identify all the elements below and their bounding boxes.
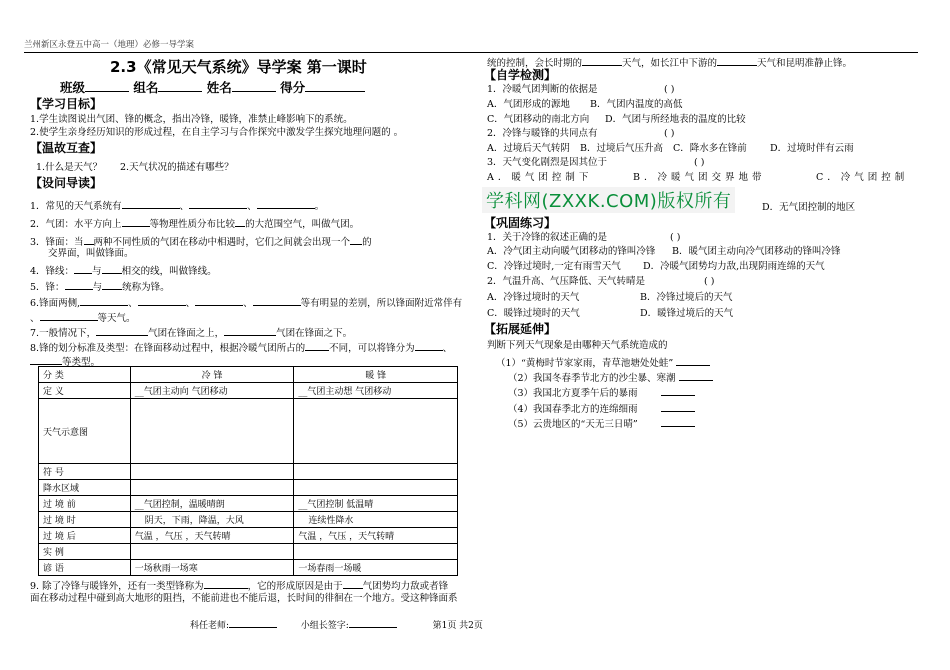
option[interactable]: D．过境时伴有云雨 (770, 143, 854, 154)
goals-heading: 【学习目标】 (30, 97, 103, 111)
page-header: 兰州新区永登五中高一（地理）必修一导学案 (24, 40, 195, 50)
table-row: 谚 语 一场秋雨一场寒 一场春雨一场暖 (39, 560, 458, 576)
review-heading: 【温故互查】 (30, 141, 103, 155)
table-row: 定 义 __气团主动向 气团移动 __气团主动想 气团移动 (39, 383, 458, 399)
option[interactable]: A．冷气团主动向暖气团移动的锋叫冷锋 (487, 246, 656, 257)
review-question: 2.天气状况的描述有哪些？ (120, 162, 234, 173)
extend-intro: 判断下列天气现象是由哪种天气系统造成的 (487, 340, 668, 351)
leader-field[interactable] (349, 617, 397, 628)
option[interactable]: B．冷锋过境后的天气 (640, 292, 733, 303)
extend-item: （2）我国冬春季节北方的沙尘暴、寒潮 (508, 370, 713, 384)
name-label: 姓名 (206, 80, 232, 95)
table-row: 天气示意图 (39, 399, 458, 464)
table-header-row (39, 367, 458, 383)
review-question: 1.什么是天气？ (36, 162, 103, 173)
front-comparison-table (38, 366, 458, 576)
option[interactable]: A．过境后天气转阴 (487, 143, 570, 154)
answer-paren[interactable]: ( ) (694, 157, 705, 168)
guide-line-4: 4．锋线： 与 相交的线，叫做锋线。 (30, 263, 217, 277)
table-header: 分 类 (39, 367, 131, 383)
option[interactable]: A．暖气团控制下 (487, 172, 593, 183)
consolidate-q1: 1．关于冷锋的叙述正确的是 (487, 232, 608, 243)
class-field[interactable] (85, 81, 129, 92)
table-header: 暖 锋 (294, 367, 458, 383)
footer (190, 617, 483, 632)
option[interactable]: B．过境后气压升高 (580, 143, 663, 154)
table-row: 符 号 (39, 464, 458, 480)
option[interactable]: C．冷气团控制 (816, 172, 909, 183)
option[interactable]: D．无气团控制的地区 (762, 202, 856, 213)
goal-item: 1.学生读图说出气团、锋的概念，指出冷锋，暖锋，准禁止峰影响下的系统。 (30, 114, 353, 125)
header-rule (24, 52, 918, 53)
guide-heading: 【设问导读】 (30, 176, 103, 190)
p9-line-1: 9. 除了冷锋与暖锋外，还有一类型锋称为 ，它的形成原因是由于 气团势均力敌或者锋 (30, 578, 448, 592)
option[interactable]: C．气团移动的南北方向 (487, 114, 590, 125)
table-row: 降水区域 (39, 480, 458, 496)
table-cell: __气团主动想 气团移动 (294, 383, 458, 399)
guide-line-6: 6.锋面两侧, 、 、 、 等有明显的差别，所以锋面附近常伴有 (30, 295, 462, 309)
guide-line-3b: 交界面，叫做锋面。 (48, 248, 134, 259)
option[interactable]: D．冷暖气团势均力敌,出现阴雨连绵的天气 (643, 261, 825, 272)
guide-line-1: 1．常见的天气系统有 、 、 。 (30, 198, 324, 212)
consolidate-q2: 2．气温升高、气压降低、天气转晴是 (487, 276, 646, 287)
option[interactable]: D．气团与所经地表的温度的比较 (605, 114, 746, 125)
teacher-field[interactable] (229, 617, 277, 628)
guide-line-5: 5．锋： 与 统称为锋。 (30, 279, 170, 293)
answer-paren[interactable]: ( ) (664, 84, 675, 95)
answer-paren[interactable]: ( ) (704, 276, 715, 287)
selftest-heading: 【自学检测】 (484, 68, 557, 82)
watermark: 学科网(ZXXK.COM)版权所有 (482, 187, 735, 213)
table-header: 冷 锋 (130, 367, 294, 383)
extend-heading: 【拓展延伸】 (484, 322, 557, 336)
group-label: 组名 (133, 80, 159, 95)
extend-item: （5）云贵地区的“天无三日晴” (508, 416, 695, 430)
selftest-q2: 2．冷锋与暖锋的共同点有 (487, 128, 598, 139)
group-field[interactable] (158, 81, 202, 92)
option[interactable]: B．气团内温度的高低 (590, 99, 683, 110)
table-row: 过 境 前 __气团控制，温暖晴朗 __气团控制 低温晴 (39, 496, 458, 512)
table-row: 实 例 (39, 544, 458, 560)
teacher-label: 科任老师: (190, 621, 230, 631)
guide-line-2: 2．气团：水平方向上 等物理性质分布比较 的大范围空气，叫做气团。 (30, 216, 359, 230)
selftest-q1: 1．冷暖气团判断的依据是 (487, 84, 598, 95)
class-label: 班级 (60, 80, 86, 95)
table-row: 过 境 时 阴天，下雨，降温，大风 连续性降水 (39, 512, 458, 528)
option[interactable]: A．气团形成的源地 (487, 99, 570, 110)
selftest-q3: 3．天气变化剧烈是因其位于 (487, 157, 608, 168)
student-info-line (60, 80, 365, 95)
table-cell[interactable] (294, 399, 458, 464)
page-title: 2.3《常见天气系统》导学案 第一课时 (110, 58, 367, 76)
option[interactable]: B．冷暖气团交界地带 (633, 172, 766, 183)
option[interactable]: C．降水多在锋前 (673, 143, 747, 154)
option[interactable]: C．暖锋过境时的天气 (487, 308, 580, 319)
score-label: 得分 (280, 80, 306, 95)
guide-line-7: 7.一般情况下， 气团在锋面之上， 气团在锋面之下。 (30, 325, 352, 339)
guide-line-8: 8.锋的划分标准及类型：在锋面移动过程中，根据冷暖气团所占的 不同，可以将锋分为 、 (30, 340, 452, 354)
option[interactable]: A．冷锋过境时的天气 (487, 292, 580, 303)
table-cell: __气团主动向 气团移动 (130, 383, 294, 399)
option[interactable]: D．暖锋过境后的天气 (640, 308, 734, 319)
guide-line-3: 3．锋面：当 两种不同性质的气团在移动中相遇时，它们之间就会出现一个 的 (30, 234, 372, 248)
extend-item: （1）“黄梅时节家家雨，青草池塘处处蛙” (496, 355, 710, 369)
option[interactable]: B．暖气团主动向冷气团移动的锋叫冷锋 (672, 246, 841, 257)
extend-item: （3）我国北方夏季午后的暴雨 (508, 385, 695, 399)
page-number: 第1页 共2页 (432, 621, 483, 631)
option[interactable]: C．冷锋过境时,一定有雨雪天气 (487, 261, 621, 272)
guide-line-8b: 等类型。 (30, 354, 100, 368)
extend-item: （4）我国春季北方的连绵细雨 (508, 401, 695, 415)
p9-line-2: 面在移动过程中碰到高大地形的阻挡，不能前进也不能后退，长时间的徘徊在一个地方。受这种锋面系 (30, 593, 458, 604)
table-row: 过 境 后 气温 ，气压 ，天气转晴 气温 ，气压 ，天气转晴 (39, 528, 458, 544)
consolidate-heading: 【巩固练习】 (484, 216, 557, 230)
name-field[interactable] (232, 81, 276, 92)
p9-line-3: 统的控制，会长时期的 天气，如长江中下游的 天气和昆明准静止锋。 (487, 55, 852, 69)
score-field[interactable] (305, 81, 365, 92)
goal-item: 2.使学生亲身经历知识的形成过程，在自主学习与合作探究中激发学生探究地理问题的 。 (30, 127, 404, 138)
guide-line-6b: 、 等天气。 (30, 310, 136, 324)
answer-paren[interactable]: ( ) (670, 232, 681, 243)
table-cell[interactable] (130, 399, 294, 464)
leader-label: 小组长签字: (300, 621, 349, 631)
answer-paren[interactable]: ( ) (664, 128, 675, 139)
